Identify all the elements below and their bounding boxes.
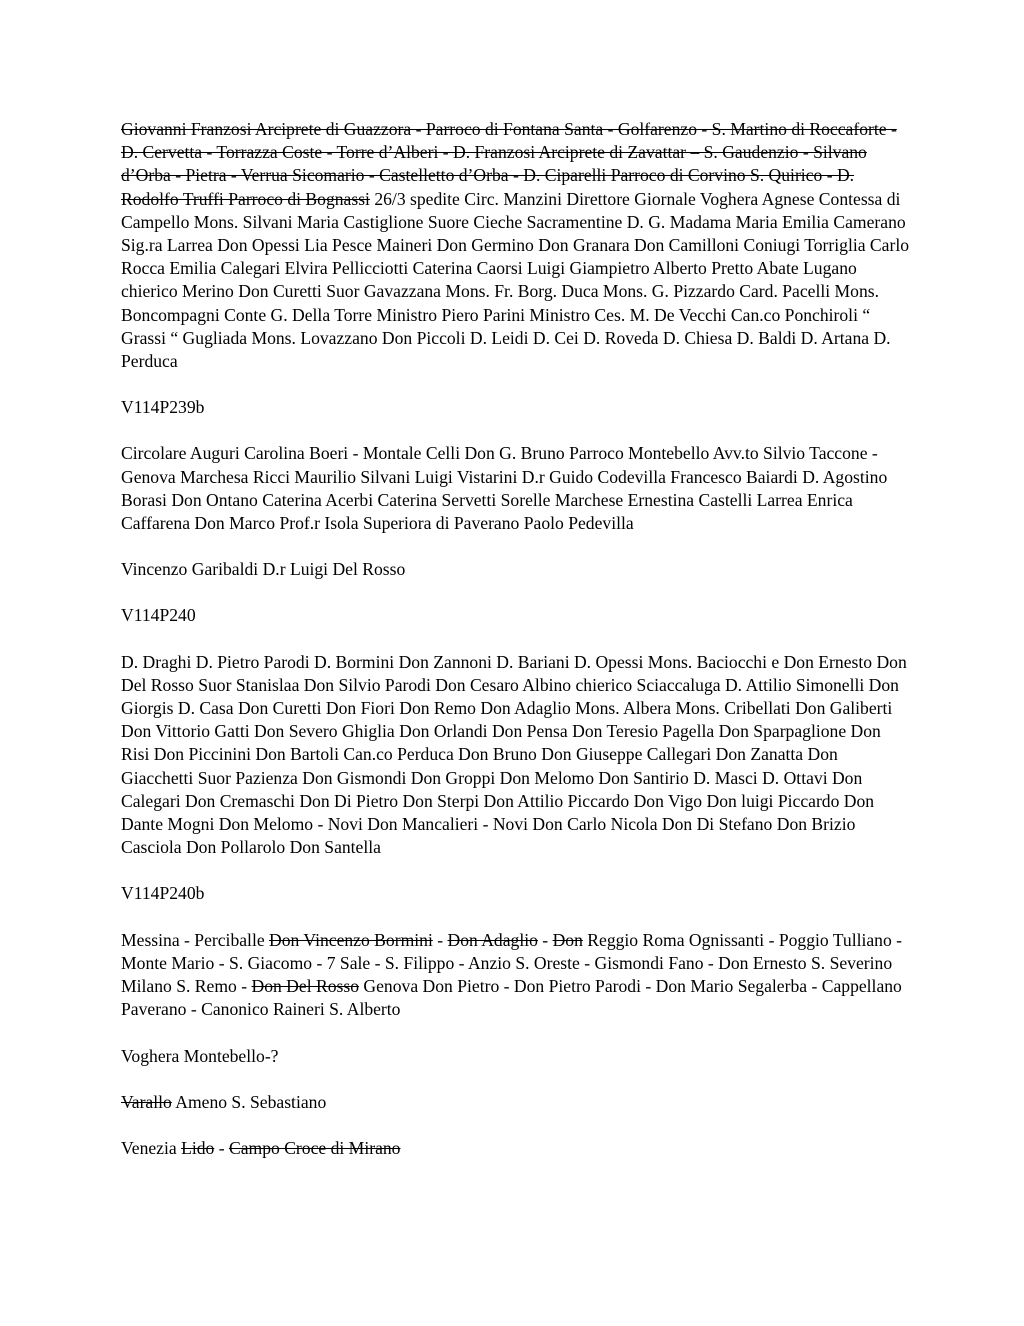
struck-text: Campo Croce di Mirano <box>228 1137 401 1158</box>
paragraph-clergy-list: D. Draghi D. Pietro Parodi D. Bormini Don Zannoni D. Bariani D. Opessi Mons. Baciocchi e Don Ernesto Don Del Rosso Suor Stanislaa Don Silvio Parodi Don Cesaro Albino chierico Sciaccaluga D. Attilio Simonelli Don Giorgis D. Casa Don Curetti Don Fiori Don Remo Don Adaglio Mons. Albera Mons. Cribellati Don Galiberti Don Vittorio Gatti Don Severo Ghiglia Don Orlandi Don Pensa Don Teresio Pagella Don Sparpaglione Don Risi Don Piccinini Don Bartoli Can.co Perduca Don Bruno Don Giuseppe Callegari Don Zanatta Don Giacchetti Suor Pazienza Don Gismondi Don Groppi Don Melomo Don Santirio D. Masci D. Ottavi Don Calegari Don Cremaschi Don Di Pietro Don Sterpi Don Attilio Piccardo Don Vigo Don luigi Piccardo Don Dante Mogni Don Melomo - Novi Don Mancalieri - Novi Don Carlo Nicola Don Di Stefano Don Brizio Casciola Don Pollarolo Don Santella <box>121 651 907 858</box>
struck-text: Lido <box>181 1137 215 1158</box>
paragraph-voghera: Voghera Montebello-? <box>121 1045 279 1066</box>
paragraph-text: Reggio Roma Ognissanti - Poggio Tulliano - Monte Mario - S. Giacomo - 7 Sale - S. Filippo - Anzio S. Oreste - Gismondi Fano - Don Ernesto S. Severino Milano S. Remo - <box>121 929 903 997</box>
paragraph-text: Ameno S. Sebastiano <box>171 1091 327 1112</box>
paragraph-names: Vincenzo Garibaldi D.r Luigi Del Rosso <box>121 559 406 580</box>
struck-text: Varallo <box>121 1091 172 1112</box>
paragraph-text: Messina - Perciballe <box>121 929 270 950</box>
paragraph-varallo <box>121 1091 911 1114</box>
page-reference-heading: V114P239b <box>121 397 205 418</box>
struck-text: Don Del Rosso <box>251 976 360 997</box>
paragraph-text: - <box>537 929 553 950</box>
struck-text: Don Vincenzo Bormini <box>269 929 433 950</box>
paragraph-text: - <box>214 1137 229 1158</box>
paragraph-text: Genova Don Pietro - Don Pietro Parodi - Don Mario Segalerba - Cappellano Paverano - Canonico Raineri S. Alberto <box>121 976 902 1020</box>
paragraph-locations <box>121 929 911 1022</box>
paragraph-text: - <box>432 929 448 950</box>
paragraph-recipients-1 <box>121 118 911 373</box>
page-reference-heading: V114P240 <box>121 605 196 626</box>
paragraph-text: Venezia <box>121 1137 182 1158</box>
paragraph-venezia <box>121 1137 911 1160</box>
paragraph-circolare-auguri: Circolare Auguri Carolina Boeri - Montale Celli Don G. Bruno Parroco Montebello Avv.to Silvio Taccone - Genova Marchesa Ricci Maurilio Silvani Luigi Vistarini D.r Guido Codevilla Francesco Baiardi D. Agostino Borasi Don Ontano Caterina Acerbi Caterina Servetti Sorelle Marchese Ernestina Castelli Larrea Enrica Caffarena Don Marco Prof.r Isola Superiora di Paverano Paolo Pedevilla <box>121 443 888 534</box>
struck-text: Giovanni Franzosi Arciprete di Guazzora - Parroco di Fontana Santa - Golfarenzo - S. Martino di Roccaforte - D. Cervetta - Torrazza Coste - Torre d’Alberi - D. Franzosi Arciprete di Zavattar – S. Gaudenzio - Silvano d’Orba - Pietra - Verrua Sicomario - Castelletto d’Orba - D. Ciparelli Parroco di Corvino S. Quirico - D. Rodolfo Truffi Parroco di Bognassi <box>121 119 897 209</box>
paragraph-text: 26/3 spedite Circ. Manzini Direttore Giornale Voghera Agnese Contessa di Campello Mons. Silvani Maria Castiglione Suore Cieche Sacramentine D. G. Madama Maria Emilia Camerano Sig.ra Larrea Don Opessi Lia Pesce Maineri Don Germino Don Granara Don Camilloni Coniugi Torriglia Carlo Rocca Emilia Calegari Elvira Pellicciotti Caterina Caorsi Luigi Giampietro Alberto Pretto Abate Lugano chierico Merino Don Curetti Suor Gavazzana Mons. Fr. Borg. Duca Mons. G. Pizzardo Card. Pacelli Mons. Boncompagni Conte G. Della Torre Ministro Piero Parini Ministro Ces. M. De Vecchi Can.co Ponchiroli “ Grassi “ Gugliada Mons. Lovazzano Don Piccoli D. Leidi D. Cei D. Roveda D. Chiesa D. Baldi D. Artana D. Perduca <box>121 188 910 372</box>
struck-text: Don Adaglio <box>447 929 538 950</box>
document-page <box>121 118 911 1183</box>
struck-text: Don <box>552 929 583 950</box>
page-reference-heading: V114P240b <box>121 883 205 904</box>
